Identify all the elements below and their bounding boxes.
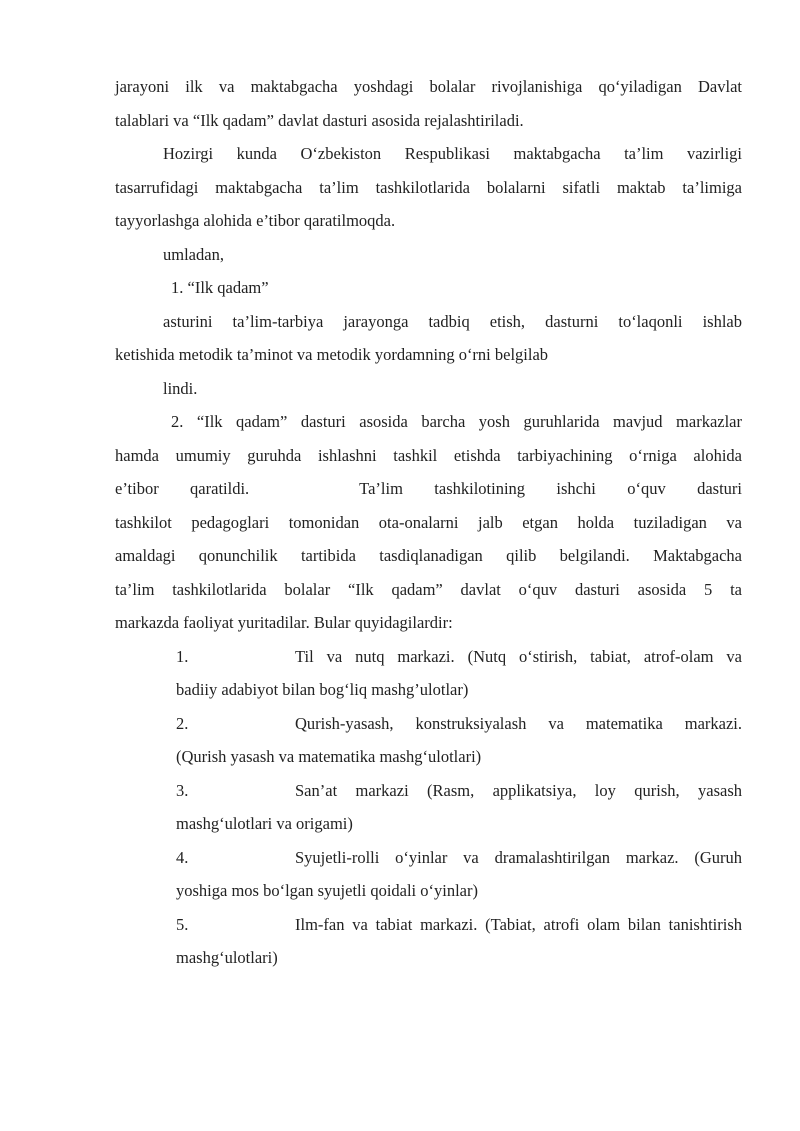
paragraph-line: 2. “Ilk qadam” dasturi asosida barcha yosh guruhlarida mavjud markazlar [171,412,742,431]
list-item-text: yoshiga mos bo‘lgan syujetli qoidali o‘yinlar) [176,881,478,900]
paragraph-line: markazda faoliyat yuritadilar. Bular quyidagilardir: [115,613,453,632]
list-item-text: mashg‘ulotlari) [176,948,278,967]
paragraph-line [115,472,742,506]
centers-list [176,640,742,975]
paragraph-line: hamda umumiy guruhda ishlashni tashkil etishda tarbiyachining o‘rniga alohida [115,445,742,465]
list-item-text: (Qurish yasash va matematika mashg‘ulotlari) [176,747,482,766]
document-body [115,70,742,975]
paragraph-line: umladan, [163,244,224,264]
paragraph-line: ketishida metodik ta’minot va metodik yordamning o‘rni belgilab [115,345,549,364]
paragraph-line: jarayoni ilk va maktabgacha yoshdagi bolalar rivojlanishiga qo‘yiladigan Davlat [115,77,742,96]
paragraph-line: tasarrufidagi maktabgacha ta’lim tashkilotlarida bolalarni sifatli maktab ta’limiga [115,177,742,197]
list-item [176,707,742,774]
list-item-text: mashg‘ulotlari va origami) [176,814,353,833]
list-item-text: Til va nutq markazi. (Nutq o‘stirish, tabiat, atrof-olam va [295,646,742,666]
paragraph-line: asturini ta’lim-tarbiya jarayonga tadbiq etish, dasturni to‘laqonli ishlab [163,311,742,331]
list-number: 3. [176,780,189,800]
list-item-text: Qurish-yasash, konstruksiyalash va matematika markazi. [295,713,742,733]
paragraph-line: ta’lim tashkilotlarida bolalar “Ilk qadam” davlat o‘quv dasturi asosida 5 ta [115,579,742,599]
paragraph-line: tayyorlashga alohida e’tibor qaratilmoqda. [115,211,396,230]
list-item [176,774,742,841]
paragraph-line: tashkilot pedagoglari tomonidan ota-onalarni jalb etgan holda tuziladigan va [115,512,742,532]
list-number: 2. [176,713,189,733]
list-item [176,841,742,908]
text-fragment: Ta’lim tashkilotining ishchi o‘quv dasturi [359,479,742,498]
list-number: 5. [176,914,189,934]
list-item-text: Syujetli-rolli o‘yinlar va dramalashtirilgan markaz. (Guruh [295,847,742,867]
list-item [176,640,742,707]
list-item [176,908,742,975]
list-item-text: San’at markazi (Rasm, applikatsiya, loy qurish, yasash [295,780,742,800]
list-item-text: badiiy adabiyot bilan bog‘liq mashg’ulotlar) [176,680,469,699]
paragraph-line: amaldagi qonunchilik tartibida tasdiqlanadigan qilib belgilandi. Maktabgacha [115,546,742,565]
list-number: 4. [176,847,189,867]
paragraph-line: Hozirgi kunda O‘zbekiston Respublikasi maktabgacha ta’lim vazirligi [163,144,742,163]
text-fragment: e’tibor qaratildi. [115,479,250,498]
paragraph-line: talablari va “Ilk qadam” davlat dasturi asosida rejalashtiriladi. [115,110,524,130]
list-heading: 1. “Ilk qadam” [171,278,269,297]
paragraph-line: lindi. [163,378,198,398]
list-item-text: Ilm-fan va tabiat markazi. (Tabiat, atrofi olam bilan tanishtirish [295,914,742,934]
list-number: 1. [176,646,189,666]
